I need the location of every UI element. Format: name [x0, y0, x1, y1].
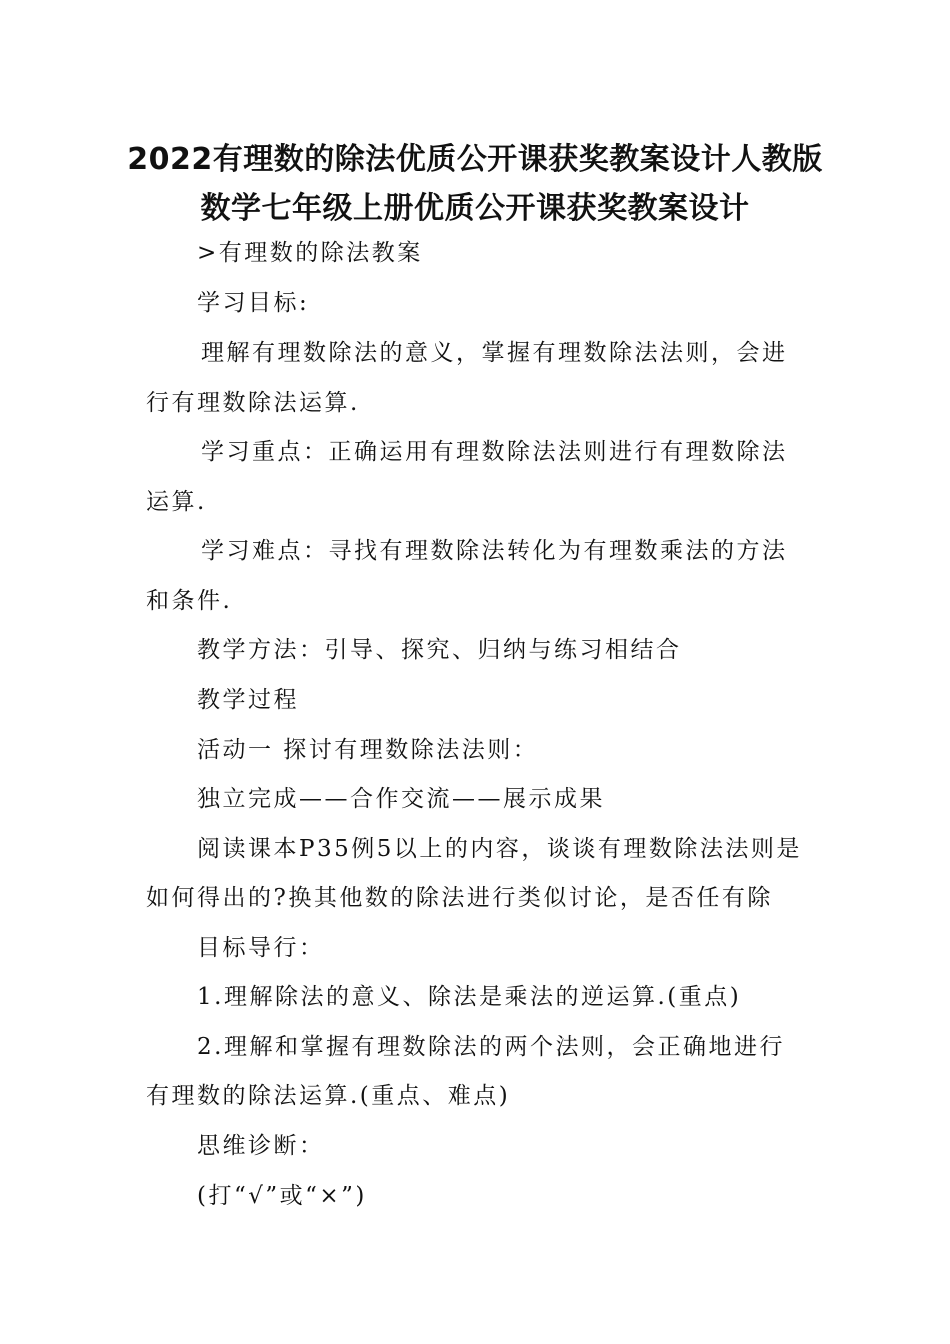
- teaching-process-heading: 教学过程: [197, 687, 299, 713]
- reading-task-line-1: 阅读课本P35例5以上的内容，谈谈有理数除法法则是: [197, 836, 802, 862]
- teaching-methods: 教学方法：引导、探究、归纳与练习相结合: [197, 637, 682, 663]
- lesson-plan-subtitle: >有理数的除法教案: [197, 240, 423, 266]
- objectives-paragraph-line-1: 理解有理数除法的意义，掌握有理数除法法则，会进: [201, 340, 788, 366]
- key-points-line-1: 学习重点：正确运用有理数除法法则进行有理数除法: [201, 439, 788, 465]
- difficulties-line-2: 和条件.: [146, 588, 233, 614]
- key-points-line-2: 运算.: [146, 489, 207, 515]
- document-title-line-2: 数学七年级上册优质公开课获奖教案设计: [200, 191, 750, 226]
- reading-task-line-2: 如何得出的?换其他数的除法进行类似讨论，是否任有除: [146, 885, 773, 911]
- thinking-diagnosis-heading: 思维诊断：: [197, 1133, 325, 1159]
- goal-item-2-line-1: 2.理解和掌握有理数除法的两个法则，会正确地进行: [197, 1034, 785, 1060]
- learning-objectives-heading: 学习目标:: [197, 290, 310, 316]
- mark-instruction: (打“√”或“×”): [197, 1183, 367, 1209]
- difficulties-line-1: 学习难点：寻找有理数除法转化为有理数乘法的方法: [201, 538, 788, 564]
- document-title-line-1: 2022有理数的除法优质公开课获奖教案设计人教版: [127, 142, 823, 177]
- goal-item-1: 1.理解除法的意义、除法是乘法的逆运算.(重点): [197, 984, 742, 1010]
- goal-item-2-line-2: 有理数的除法运算.(重点、难点): [146, 1083, 511, 1109]
- activity-one-heading: 活动一 探讨有理数除法法则：: [197, 737, 539, 763]
- activity-steps: 独立完成——合作交流——展示成果: [197, 786, 605, 812]
- goal-guidance-heading: 目标导行：: [197, 935, 325, 961]
- objectives-paragraph-line-2: 行有理数除法运算.: [146, 390, 360, 416]
